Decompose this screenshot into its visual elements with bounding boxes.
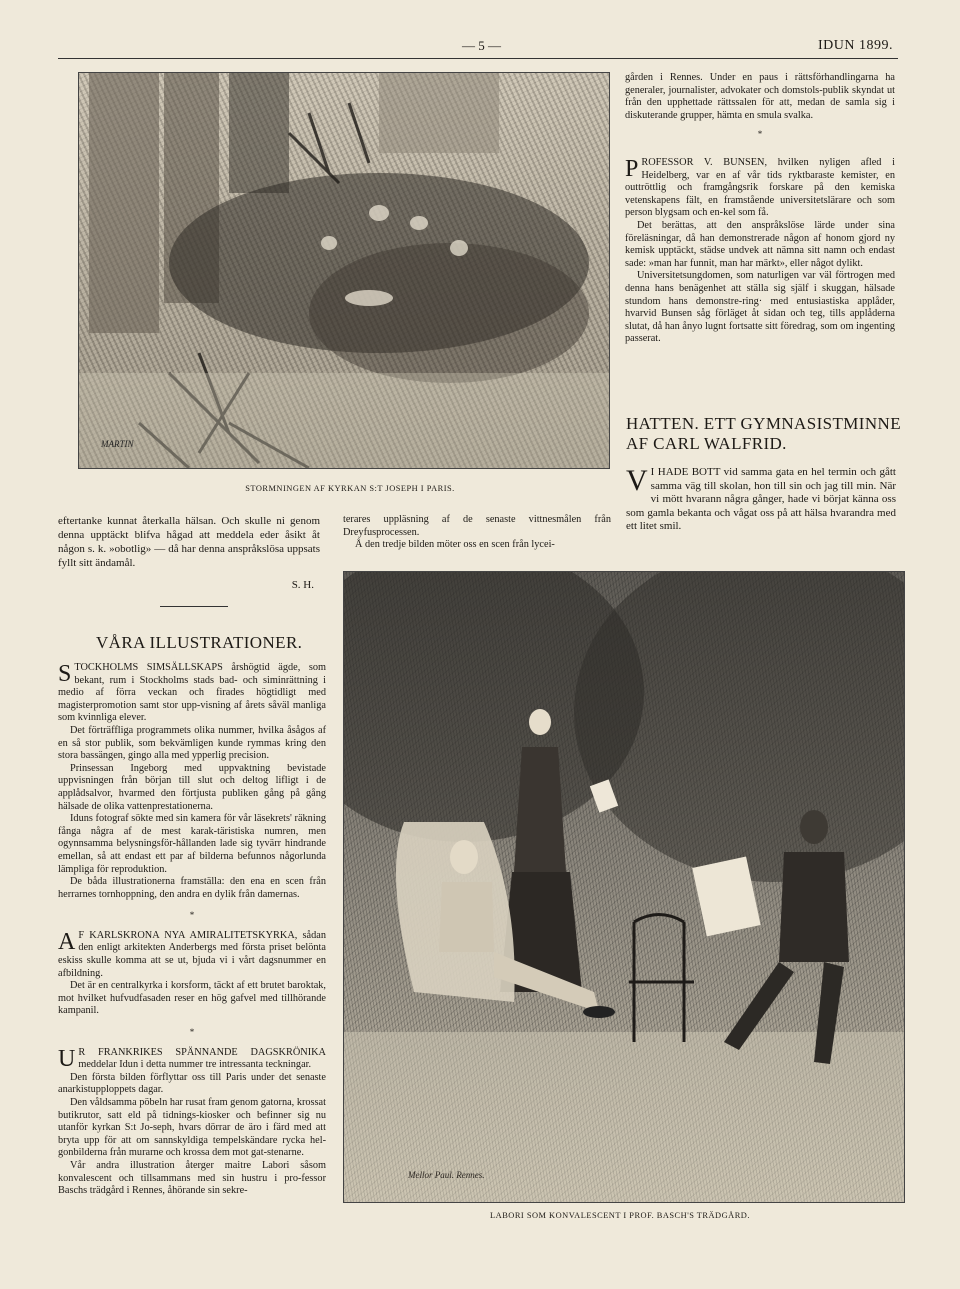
journal-name: IDUN 1899.: [818, 38, 893, 53]
karlskrona-dropcap: A: [58, 928, 76, 955]
hatten-title-line-2: AF CARL WALFRID.: [626, 434, 787, 453]
section-star-3: *: [189, 1027, 195, 1038]
right-top-column: [625, 72, 895, 346]
centralkyrka-paragraph: Det är en centralkyrka i korsform, täckt af ett brutet baroktak, mot hvilket hufvudfasaden reser en hög gafvel med tillhörande kampanil.: [58, 980, 326, 1017]
labori-illustration: [343, 571, 905, 1203]
illustrationer-heading: VÅRA ILLUSTRATIONER.: [96, 633, 303, 652]
fotograf-paragraph: Iduns fotograf sökte med sin kamera för vår läsekrets' räkning fånga några af de mest karak-täristiska numren, men ogynnsamma belysningsför-hållanden lade sig tyvärr hindrande emellan, så att endast ett par af bilderna befunnos någorlunda lämpliga för reproduktion.: [58, 813, 326, 875]
artist-signature: MARTIN: [101, 439, 134, 449]
page-number: — 5 —: [462, 38, 501, 53]
labori-signature: Mellor Paul. Rennes.: [408, 1170, 485, 1180]
labori-illustration-drawing: [344, 572, 904, 1202]
frankrike-paragraph: U R FRANKRIKES SPÄNNANDE DAGSKRÖNIKA meddelar Idun i detta nummer tre intressanta teckningar.: [58, 1045, 326, 1072]
rennes-paragraph: gården i Rennes. Under en paus i rättsförhandlingarna ha generaler, journalister, advokater och domstols-publik skyndat ut från den upphettade rättssalen för att, medan de samla sig i diskuterande grupper, hämta en smula svalka.: [625, 72, 895, 121]
bunsen-paragraph-3: Universitetsungdomen, som naturligen var väl förtrogen med denna hans benägenhet att ställa sig själf i skuggan, hälsade stundom hans demonstre-ring· med entusiastiska applåder, hvarvid Bunsen såg förläget åt sidan och teg, tills applåderna slutat, då han ånyo lugnt fortsatte sitt föredrag, som om ingenting passerat.: [625, 270, 895, 345]
mid-center-paragraph-2: Å den tredje bilden möter oss en scen från lycei-: [355, 539, 555, 551]
bunsen-paragraph-1: PROFESSOR V. BUNSEN, hvilken nyligen afled i Heidelberg, var en af vår tids ryktbaraste kemister, en outtröttlig och framgångsrik forskare på den kemiska vetenskapens fält, en framstående universitetslärare och som person blygsam och en-kel som få.: [625, 155, 895, 219]
andra-illustration-paragraph: Vår andra illustration återger maitre Labori såsom konvalescent och tillsammans med sin hustru i pro-fessor Baschs trädgård i Rennes, åhörande sin sekre-: [58, 1159, 326, 1197]
karlskrona-paragraph: A F KARLSKRONA NYA AMIRALITETSKYRKA, sådan den enligt arkitekten Anderbergs med första priset belönta eskiss skulle komma att se ut, bjuda vi i vårt dagsnummer en afbildning.: [58, 928, 326, 979]
bada-illustrationerna-paragraph: De båda illustrationerna framställa: den ena en scen från herrarnes tornhoppning, den andra en dylik från damernas.: [58, 876, 326, 900]
riot-illustration: [78, 72, 610, 469]
section-star: *: [757, 129, 763, 140]
simsallskap-dropcap: S: [58, 661, 72, 687]
prinsessan-paragraph: Prinsessan Ingeborg med uppvaktning bevistade uppvisningen från början till slut och deltog lifligt i de applådsalvor, hvarmed den förtjusta publiken gång på gång hälsade de olika vattenprestationerna.: [58, 762, 326, 812]
hatten-title: [626, 414, 906, 454]
pobeln-paragraph: Den våldsamma pöbeln har rusat fram genom gatorna, krossat butikrutor, satt eld på tidnings-kiosker och befinner sig nu utanför kyrkan S:t Jo-seph, hvars dörrar de äro i färd med att bryta upp för att om sannskyldiga tempelskändare rycka hel-gonbilderna från murarne och krossa dem mot gat-stenarne.: [58, 1097, 326, 1159]
frankrike-dropcap: U: [58, 1045, 76, 1072]
hatten-text: V I HADE BOTT vid samma gata en hel termin och gått samma väg till skolan, hon till sin och jag till min. När vi mött hvarann några gånger, hade vi börjat känna oss som gamla bekanta och vågat oss på att hälsa hvarandra med ett litet smil.: [626, 464, 896, 533]
illustrationer-column: [58, 662, 326, 1198]
mid-left-signature: S. H.: [291, 579, 314, 591]
mid-left-column: [58, 514, 320, 592]
hatten-dropcap: V: [626, 464, 648, 497]
program-paragraph: Det förträffliga programmets olika nummer, hvilka åsågos af en så stor publik, som bekvämligen kunde rymmas kring den stora bassängen, gingo alla med ypperlig precision.: [58, 724, 326, 762]
hatten-title-line-1: HATTEN. ETT GYMNASISTMINNE: [626, 414, 901, 433]
mid-left-rule: [160, 606, 228, 607]
bunsen-dropcap: P: [625, 155, 639, 182]
simsallskap-paragraph: STOCKHOLMS SIMSÄLLSKAPS årshögtid ägde, som bekant, rum i Stockholms stads bad- och siminrättning i medio af förra veckan och firades högtidligt med magisterpromotion samt stor upp-visning af årets såväl manliga som kvinnliga elever.: [58, 661, 326, 724]
labori-caption: LABORI SOM KONVALESCENT I PROF. BASCH'S TRÄDGÅRD.: [490, 1211, 750, 1220]
header-rule: [58, 58, 898, 59]
riot-caption: STORMNINGEN AF KYRKAN S:T JOSEPH I PARIS.: [245, 484, 455, 493]
mid-left-paragraph: eftertanke kunnat återkalla hälsan. Och skulle ni genom denna upptäckt blifva hågad att meddela eder åsikt åt någon s. k. »obotlig» — då har denna anspråkslösa uppsats fyllt sitt ändamål.: [58, 515, 320, 569]
bunsen-paragraph-2: Det berättas, att den anspråkslöse lärde under sina föreläsningar, då han demonstrerade någon af honom gjord ny kemisk upptäckt, städse undvek att nämna sitt namn och endast sade: »man har funnit, man har märkt», eller något dylikt.: [625, 219, 895, 269]
riot-illustration-drawing: [79, 73, 609, 468]
section-star-2: *: [189, 910, 195, 921]
mid-center-paragraph-1: terares uppläsning af de senaste vittnesmålen från Dreyfusprocessen.: [343, 514, 611, 538]
mid-center-column: [343, 514, 611, 552]
forsta-bilden-paragraph: Den första bilden förflyttar oss till Paris under det senaste anarkistupploppets dagar.: [58, 1071, 326, 1096]
